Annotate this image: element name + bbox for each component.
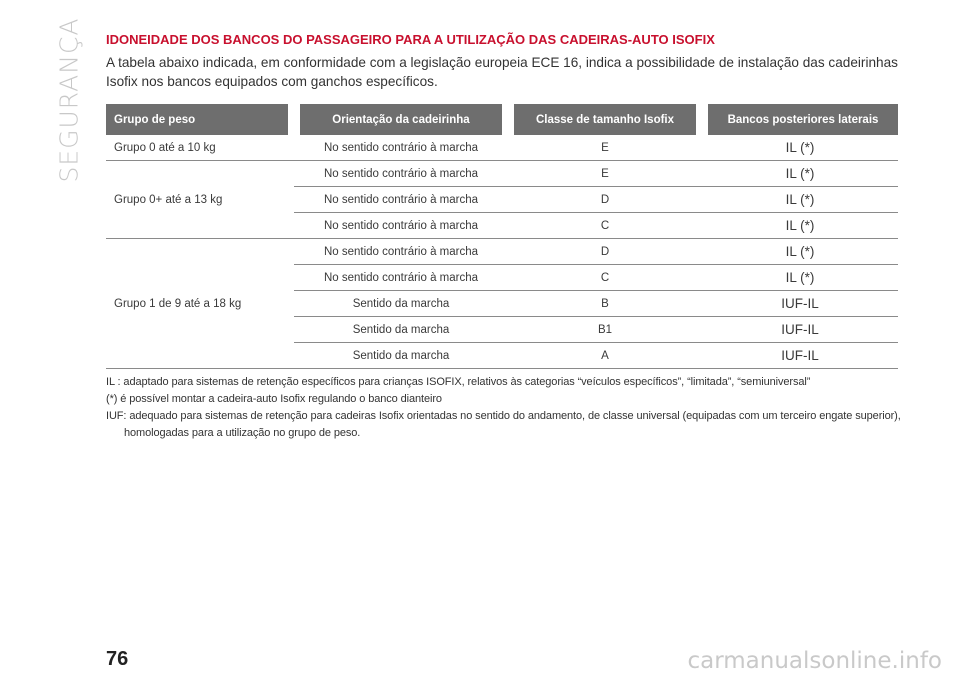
note-iuf-continuation: homologadas para a utilização no grupo de peso. [124, 427, 361, 439]
rear-seats-cell: IUF-IL [702, 317, 898, 343]
watermark: carmanualsonline.info [687, 648, 942, 674]
size-class-cell: B1 [508, 317, 702, 343]
table-body [106, 135, 898, 369]
weight-group-cell: Grupo 0 até a 10 kg [106, 135, 294, 161]
header-size-class: Classe de tamanho Isofix [508, 104, 702, 135]
orientation-cell: No sentido contrário à marcha [294, 239, 508, 265]
orientation-cell: No sentido contrário à marcha [294, 135, 508, 161]
page-number: 76 [106, 648, 129, 670]
page-title: IDONEIDADE DOS BANCOS DO PASSAGEIRO PARA A UTILIZAÇÃO DAS CADEIRAS-AUTO ISOFIX [106, 32, 715, 47]
intro-paragraph: A tabela abaixo indicada, em conformidade com a legislação europeia ECE 16, indica a possibilidade de instalação das cadeirinhas Isofix nos bancos equipados com ganchos específicos. [106, 55, 898, 89]
weight-group-cell: Grupo 0+ até a 13 kg [106, 161, 294, 239]
header-weight-group: Grupo de peso [106, 104, 294, 135]
size-class-cell: C [508, 265, 702, 291]
note-il: IL : adaptado para sistemas de retenção específicos para crianças ISOFIX, relativos às categorias “veículos específicos”, “limitada”, “semiuniversal” [106, 376, 811, 388]
table-row [106, 161, 898, 187]
orientation-cell: Sentido da marcha [294, 291, 508, 317]
size-class-cell: A [508, 343, 702, 369]
rear-seats-cell: IL (*) [702, 187, 898, 213]
size-class-cell: E [508, 161, 702, 187]
rear-seats-cell: IL (*) [702, 265, 898, 291]
rear-seats-cell: IUF-IL [702, 343, 898, 369]
size-class-cell: D [508, 187, 702, 213]
orientation-cell: Sentido da marcha [294, 317, 508, 343]
table-header-row [106, 104, 898, 135]
section-label-text: SEGURANÇA [54, 17, 84, 183]
note-iuf: IUF: adequado para sistemas de retenção para cadeiras Isofix orientadas no sentido do andamento, de classe universal (equipadas com um terceiro engate superior), [106, 410, 901, 422]
rear-seats-cell: IUF-IL [702, 291, 898, 317]
note-asterisk: (*) é possível montar a cadeira-auto Isofix regulando o banco dianteiro [106, 393, 442, 405]
isofix-table [106, 104, 898, 369]
header-orientation: Orientação da cadeirinha [294, 104, 508, 135]
orientation-cell: Sentido da marcha [294, 343, 508, 369]
orientation-cell: No sentido contrário à marcha [294, 161, 508, 187]
size-class-cell: B [508, 291, 702, 317]
rear-seats-cell: IL (*) [702, 135, 898, 161]
footnotes [106, 374, 906, 442]
header-rear-seats: Bancos posteriores laterais [702, 104, 898, 135]
table-row [106, 239, 898, 265]
section-label [54, 17, 84, 183]
table-row [106, 135, 898, 161]
orientation-cell: No sentido contrário à marcha [294, 187, 508, 213]
rear-seats-cell: IL (*) [702, 161, 898, 187]
size-class-cell: C [508, 213, 702, 239]
rear-seats-cell: IL (*) [702, 239, 898, 265]
rear-seats-cell: IL (*) [702, 213, 898, 239]
weight-group-cell: Grupo 1 de 9 até a 18 kg [106, 239, 294, 369]
size-class-cell: E [508, 135, 702, 161]
orientation-cell: No sentido contrário à marcha [294, 213, 508, 239]
size-class-cell: D [508, 239, 702, 265]
orientation-cell: No sentido contrário à marcha [294, 265, 508, 291]
